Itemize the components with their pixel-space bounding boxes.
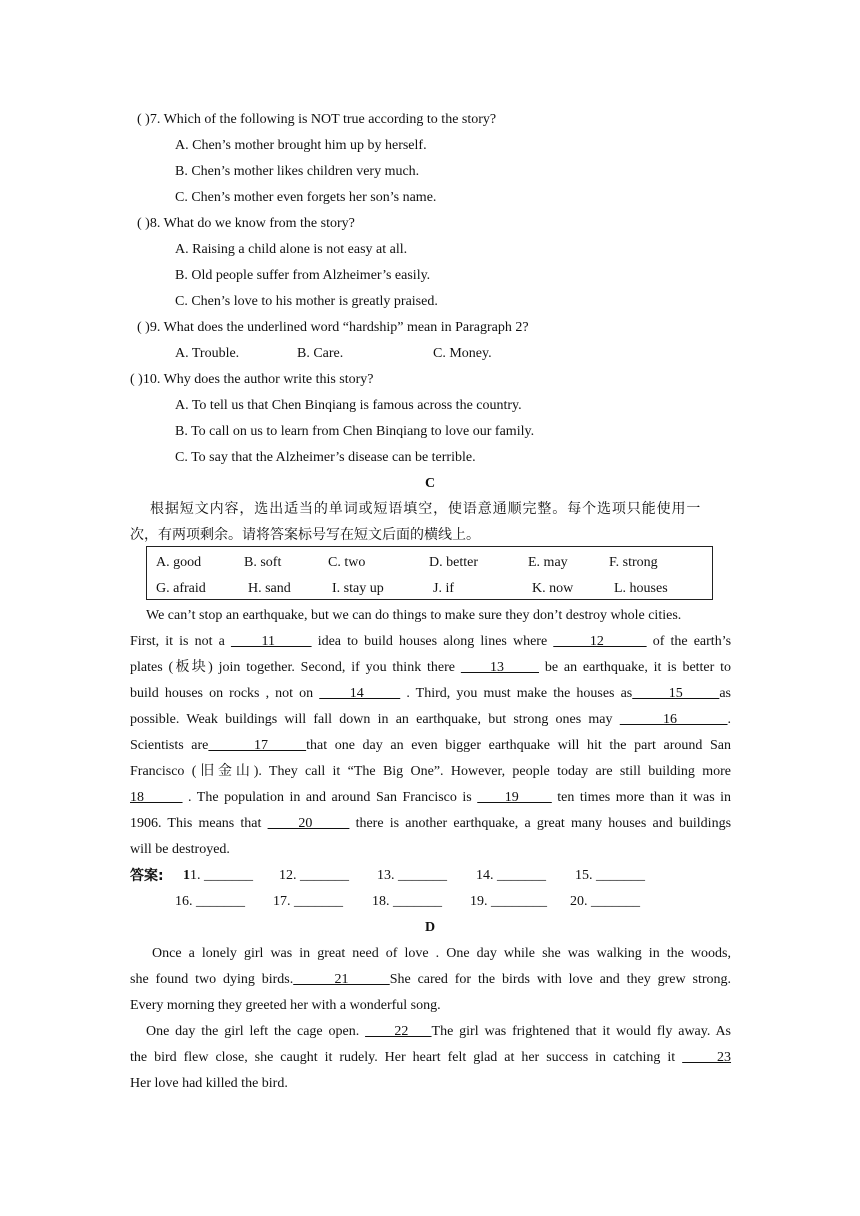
- passage-text: as: [719, 686, 732, 701]
- question-9-stem: ( )9. What does the underlined word “hardship” mean in Paragraph 2?: [137, 320, 529, 335]
- passage-c-line-2: [130, 633, 731, 651]
- question-10-stem: ( )10. Why does the author write this story?: [130, 372, 374, 387]
- question-10-option-a: A. To tell us that Chen Binqiang is famous across the country.: [175, 398, 522, 413]
- passage-d-line-1: Once a lonely girl was in great need of love . One day while she was walking in the woods,: [152, 946, 731, 961]
- blank-11: 11: [230, 634, 312, 649]
- blank-20: 20: [267, 816, 350, 831]
- passage-text: of the earth’s: [652, 634, 732, 649]
- answer-slot-20: 20. _______: [570, 894, 640, 909]
- question-9-option-b: B. Care.: [297, 346, 344, 361]
- word-bank-option: A. good: [156, 555, 202, 570]
- word-bank-option: I. stay up: [332, 581, 384, 596]
- blank-21: 21: [293, 972, 390, 987]
- passage-c-line-5: [130, 711, 731, 729]
- passage-d-line-2: [130, 971, 731, 989]
- passage-c-line-8: [130, 789, 731, 807]
- blank-13: 13: [460, 660, 539, 675]
- passage-text: ten times more than it was in: [557, 790, 732, 805]
- word-bank-option: G. afraid: [156, 581, 206, 596]
- answer-slot-12: 12. _______: [279, 868, 349, 883]
- word-bank-option: C. two: [328, 555, 366, 570]
- section-c-instruction-line-2: 次，有两项剩余。请将答案标号写在短文后面的横线上。: [130, 527, 480, 543]
- passage-c-line-3: [130, 659, 731, 677]
- passage-text: . Third, you must make the houses as: [406, 686, 633, 701]
- passage-text: She cared for the birds with love and they grew strong.: [389, 972, 731, 987]
- question-8-option-c: C. Chen’s love to his mother is greatly praised.: [175, 294, 438, 309]
- passage-text: the bird flew close, she caught it rudely. Her heart felt glad at her success in catching it: [130, 1050, 676, 1065]
- answer-slot-17: 17. _______: [273, 894, 343, 909]
- question-7-option-b: B. Chen’s mother likes children very much.: [175, 164, 420, 179]
- passage-c-line-4: [130, 685, 731, 703]
- passage-text: . The population in and around San Francisco is: [188, 790, 472, 805]
- passage-d-line-6: Her love had killed the bird.: [130, 1076, 288, 1091]
- answer-slot-13: 13. _______: [377, 868, 447, 883]
- question-8-option-a: A. Raising a child alone is not easy at all.: [175, 242, 408, 257]
- passage-text: be an earthquake, it is better to: [544, 660, 732, 675]
- question-10-option-c: C. To say that the Alzheimer’s disease can be terrible.: [175, 450, 476, 465]
- passage-d-line-3: Every morning they greeted her with a wonderful song.: [130, 998, 441, 1013]
- passage-text: .: [727, 712, 732, 727]
- word-bank-option: B. soft: [244, 555, 282, 570]
- passage-text: idea to build houses along lines where: [317, 634, 548, 649]
- passage-text: she found two dying birds.: [130, 972, 294, 987]
- blank-16: 16: [619, 712, 728, 727]
- passage-c-line-9: [130, 815, 731, 833]
- blank-23: 23: [682, 1050, 732, 1065]
- passage-c-line-10: will be destroyed.: [130, 842, 230, 857]
- answer-label: 答案:: [130, 868, 164, 884]
- passage-text: First, it is not a: [130, 634, 225, 649]
- word-bank-box: [146, 546, 713, 600]
- question-7-option-c: C. Chen’s mother even forgets her son’s name.: [175, 190, 437, 205]
- answer-slot-15: 15. _______: [575, 868, 645, 883]
- word-bank-option: D. better: [429, 555, 478, 570]
- passage-text: plates (板块) join together. Second, if you think there: [130, 660, 456, 675]
- answer-slot-19: 19. ________: [470, 894, 547, 909]
- word-bank-option: K. now: [532, 581, 574, 596]
- blank-18: 18: [130, 790, 183, 805]
- section-c-title: C: [424, 476, 436, 491]
- answer-slot-18: 18. _______: [372, 894, 442, 909]
- question-9-option-a: A. Trouble.: [175, 346, 240, 361]
- section-d-title: D: [424, 920, 436, 935]
- word-bank-option: H. sand: [248, 581, 291, 596]
- question-7-stem: ( )7. Which of the following is NOT true according to the story?: [137, 112, 497, 127]
- answer-slot-14: 14. _______: [476, 868, 546, 883]
- blank-14: 14: [319, 686, 401, 701]
- section-c-instruction-line-1: 根据短文内容，选出适当的单词或短语填空，使语意通顺完整。每个选项只能使用一: [150, 501, 702, 517]
- blank-19: 19: [477, 790, 552, 805]
- passage-c-line-6: [130, 737, 731, 755]
- answer-prefix: 1: [183, 868, 190, 883]
- passage-c-line-7: Francisco (旧金山). They call it “The Big One”. However, people today are still building more: [130, 764, 731, 779]
- blank-22: 22: [365, 1024, 432, 1039]
- passage-text: 1906. This means that: [130, 816, 262, 831]
- question-10-option-b: B. To call on us to learn from Chen Binqiang to love our family.: [175, 424, 535, 439]
- passage-text: The girl was frightened that it would fly away. As: [431, 1024, 731, 1039]
- answer-row-1: [183, 867, 253, 885]
- question-8-option-b: B. Old people suffer from Alzheimer’s easily.: [175, 268, 431, 283]
- blank-12: 12: [553, 634, 647, 649]
- question-7-option-a: A. Chen’s mother brought him up by herself.: [175, 138, 427, 153]
- passage-d-line-4: [146, 1023, 731, 1041]
- passage-text: One day the girl left the cage open.: [146, 1024, 360, 1039]
- word-bank-option: J. if: [433, 581, 454, 596]
- passage-d-line-5: [130, 1049, 731, 1067]
- answer-slot-16: 16. _______: [175, 894, 245, 909]
- passage-c-line-1: We can’t stop an earthquake, but we can do things to make sure they don’t destroy whole cities.: [146, 608, 682, 623]
- word-bank-option: E. may: [528, 555, 568, 570]
- passage-text: there is another earthquake, a great many houses and buildings: [355, 816, 732, 831]
- passage-text: possible. Weak buildings will fall down in an earthquake, but strong ones may: [130, 712, 613, 727]
- passage-text: that one day an even bigger earthquake will hit the part around San: [306, 738, 731, 753]
- question-9-option-c: C. Money.: [433, 346, 492, 361]
- blank-15: 15: [632, 686, 720, 701]
- passage-text: build houses on rocks , not on: [130, 686, 314, 701]
- question-8-stem: ( )8. What do we know from the story?: [137, 216, 355, 231]
- passage-text: Scientists are: [130, 738, 209, 753]
- word-bank-option: F. strong: [609, 555, 658, 570]
- answer-slot-11: 1. _______: [190, 868, 253, 883]
- blank-17: 17: [208, 738, 307, 753]
- word-bank-option: L. houses: [614, 581, 668, 596]
